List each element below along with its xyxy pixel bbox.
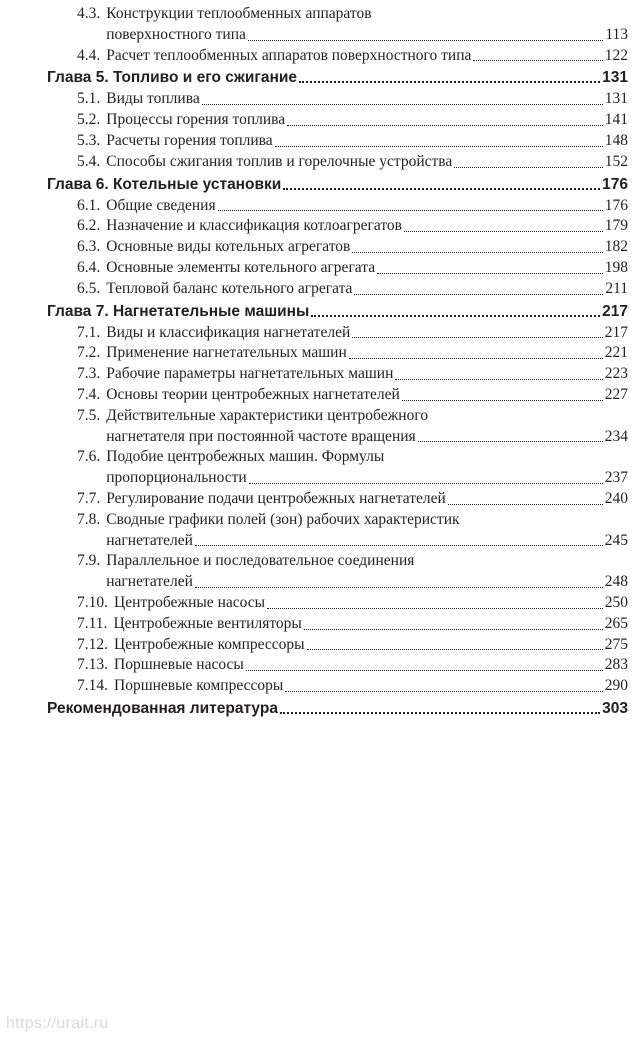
toc-section-entry [0, 258, 638, 279]
page-number: 240 [604, 489, 628, 507]
section-title: Применение нагнетательных машин [106, 344, 347, 362]
page-number: 283 [604, 656, 628, 674]
toc-section-entry [0, 46, 638, 67]
toc-section-entry [0, 551, 638, 593]
section-title: Основы теории центробежных нагнетателей [106, 385, 400, 403]
section-number: 7.7. [77, 489, 101, 507]
dot-leader [202, 104, 603, 105]
page-number: 250 [604, 593, 628, 611]
section-number: 4.4. [77, 46, 101, 64]
section-number: 7.11. [77, 614, 108, 632]
section-title: Центробежные вентиляторы [113, 614, 302, 632]
section-title: Поршневые компрессоры [114, 677, 284, 695]
page-number: 221 [604, 344, 628, 362]
page-number: 217 [602, 302, 628, 320]
page-number: 217 [604, 323, 628, 341]
section-number: 7.9. [77, 552, 101, 570]
page-number: 113 [605, 25, 628, 43]
section-number: 7.6. [77, 448, 101, 466]
toc-section-entry [0, 447, 638, 489]
section-title-line: Параллельное и последовательное соединения [106, 552, 415, 570]
dot-leader [249, 483, 603, 484]
dot-leader [354, 294, 603, 295]
section-title: Центробежные насосы [114, 593, 266, 611]
section-title-line: Подобие центробежных машин. Формулы [106, 448, 385, 466]
section-title-multiline [106, 447, 628, 489]
section-title: Назначение и классификация котлоагрегатов [106, 217, 402, 235]
toc-section-entry [0, 489, 638, 510]
section-number: 6.5. [77, 279, 101, 297]
toc-section-entry [0, 152, 638, 173]
section-title: Поршневые насосы [114, 656, 244, 674]
page-number: 227 [604, 385, 628, 403]
dot-leader [283, 188, 600, 190]
section-title: Общие сведения [106, 196, 216, 214]
dot-leader [352, 252, 602, 253]
dot-leader [304, 629, 603, 630]
section-number: 6.1. [77, 196, 101, 214]
section-title-line: нагнетателей [106, 531, 193, 549]
dot-leader [287, 125, 603, 126]
section-number: 7.1. [77, 323, 101, 341]
page-number: 141 [604, 111, 628, 129]
dot-leader [395, 379, 602, 380]
dot-leader [307, 649, 603, 650]
table-of-contents [0, 4, 638, 720]
section-title: Центробежные компрессоры [114, 635, 305, 653]
dot-leader [280, 712, 600, 714]
section-number: 7.8. [77, 510, 101, 528]
section-title-line: Сводные графики полей (зон) рабочих характеристик [106, 510, 460, 528]
section-title-line: нагнетателей [106, 573, 193, 591]
section-title-line: Конструкции теплообменных аппаратов [106, 5, 372, 22]
toc-section-entry [0, 4, 638, 46]
dot-leader [352, 337, 603, 338]
section-title-line: нагнетателя при постоянной частоте вращения [106, 427, 416, 445]
dot-leader [299, 81, 600, 83]
watermark-url: https://urait.ru [6, 1015, 109, 1032]
page-number: 275 [604, 635, 628, 653]
page-number: 148 [604, 131, 628, 149]
page-number: 303 [602, 699, 628, 717]
dot-leader [195, 545, 603, 546]
toc-section-entry [0, 364, 638, 385]
section-title-line: поверхностного типа [106, 25, 246, 43]
dot-leader [311, 315, 600, 317]
page-number: 176 [602, 175, 628, 193]
section-number: 6.4. [77, 258, 101, 276]
dot-leader [267, 608, 603, 609]
section-number: 6.3. [77, 238, 101, 256]
dot-leader [473, 60, 602, 61]
page-number: 182 [604, 238, 628, 256]
toc-section-entry [0, 216, 638, 237]
toc-chapter-entry [0, 173, 638, 196]
toc-section-entry [0, 131, 638, 152]
dot-leader [218, 210, 603, 211]
page-number: 234 [604, 427, 628, 445]
page-number: 131 [602, 69, 628, 87]
section-title: Процессы горения топлива [106, 111, 286, 129]
chapter-title: Глава 7. Нагнетательные машины [47, 302, 310, 320]
section-number: 5.1. [77, 90, 101, 108]
section-title-line: Действительные характеристики центробежного [106, 406, 429, 424]
dot-leader [448, 504, 603, 505]
dot-leader [195, 587, 603, 588]
toc-chapter-entry [0, 66, 638, 89]
section-title-multiline [106, 551, 628, 593]
section-title-multiline [106, 4, 628, 46]
section-number: 7.12. [77, 635, 108, 653]
toc-chapter-entry [0, 697, 638, 720]
dot-leader [377, 273, 603, 274]
page-number: 131 [604, 90, 628, 108]
toc-section-entry [0, 614, 638, 635]
page-number: 211 [605, 279, 628, 297]
page-number: 198 [604, 258, 628, 276]
toc-section-entry [0, 655, 638, 676]
section-number: 7.4. [77, 385, 101, 403]
section-number: 7.2. [77, 344, 101, 362]
section-number: 5.4. [77, 152, 101, 170]
chapter-title: Глава 6. Котельные установки [47, 175, 282, 193]
section-title: Расчет теплообменных аппаратов поверхностного типа [106, 46, 472, 64]
toc-section-entry [0, 279, 638, 300]
section-number: 6.2. [77, 217, 101, 235]
toc-section-entry [0, 676, 638, 697]
toc-section-entry [0, 635, 638, 656]
section-number: 7.5. [77, 406, 101, 424]
page-number: 245 [604, 531, 628, 549]
dot-leader [454, 167, 602, 168]
page-number: 176 [604, 196, 628, 214]
section-title: Виды и классификация нагнетателей [106, 323, 351, 341]
toc-chapter-entry [0, 300, 638, 323]
toc-section-entry [0, 593, 638, 614]
section-title: Основные виды котельных агрегатов [106, 238, 351, 256]
toc-section-entry [0, 237, 638, 258]
page-number: 122 [604, 46, 628, 64]
dot-leader [285, 691, 602, 692]
page-number: 237 [604, 469, 628, 487]
dot-leader [275, 146, 603, 147]
section-number: 4.3. [77, 5, 101, 22]
dot-leader [246, 670, 603, 671]
section-title-line: пропорциональности [106, 469, 247, 487]
toc-section-entry [0, 510, 638, 552]
chapter-title: Глава 5. Топливо и его сжигание [47, 69, 297, 87]
section-number: 5.2. [77, 111, 101, 129]
page-number: 223 [604, 365, 628, 383]
toc-section-entry [0, 89, 638, 110]
section-title-multiline [106, 406, 628, 448]
page-number: 248 [604, 573, 628, 591]
section-number: 7.10. [77, 593, 108, 611]
toc-section-entry [0, 385, 638, 406]
section-title: Виды топлива [106, 90, 200, 108]
toc-section-entry [0, 406, 638, 448]
dot-leader [404, 231, 603, 232]
page-number: 265 [604, 614, 628, 632]
dot-leader [248, 40, 603, 41]
section-title: Расчеты горения топлива [106, 131, 273, 149]
toc-section-entry [0, 323, 638, 344]
dot-leader [402, 400, 603, 401]
section-number: 7.3. [77, 365, 101, 383]
section-number: 5.3. [77, 131, 101, 149]
section-title: Способы сжигания топлив и горелочные устройства [106, 152, 453, 170]
chapter-title: Рекомендованная литература [47, 699, 278, 717]
toc-section-entry [0, 110, 638, 131]
dot-leader [349, 358, 603, 359]
dot-leader [418, 441, 603, 442]
section-title: Тепловой баланс котельного агрегата [106, 279, 353, 297]
toc-section-entry [0, 196, 638, 217]
section-title-multiline [106, 510, 628, 552]
page-number: 290 [604, 677, 628, 695]
toc-section-entry [0, 343, 638, 364]
page-number: 179 [604, 217, 628, 235]
section-title: Рабочие параметры нагнетательных машин [106, 365, 394, 383]
section-title: Регулирование подачи центробежных нагнетателей [106, 489, 446, 507]
page-number: 152 [604, 152, 628, 170]
section-number: 7.14. [77, 677, 108, 695]
section-number: 7.13. [77, 656, 108, 674]
section-title: Основные элементы котельного агрегата [106, 258, 376, 276]
